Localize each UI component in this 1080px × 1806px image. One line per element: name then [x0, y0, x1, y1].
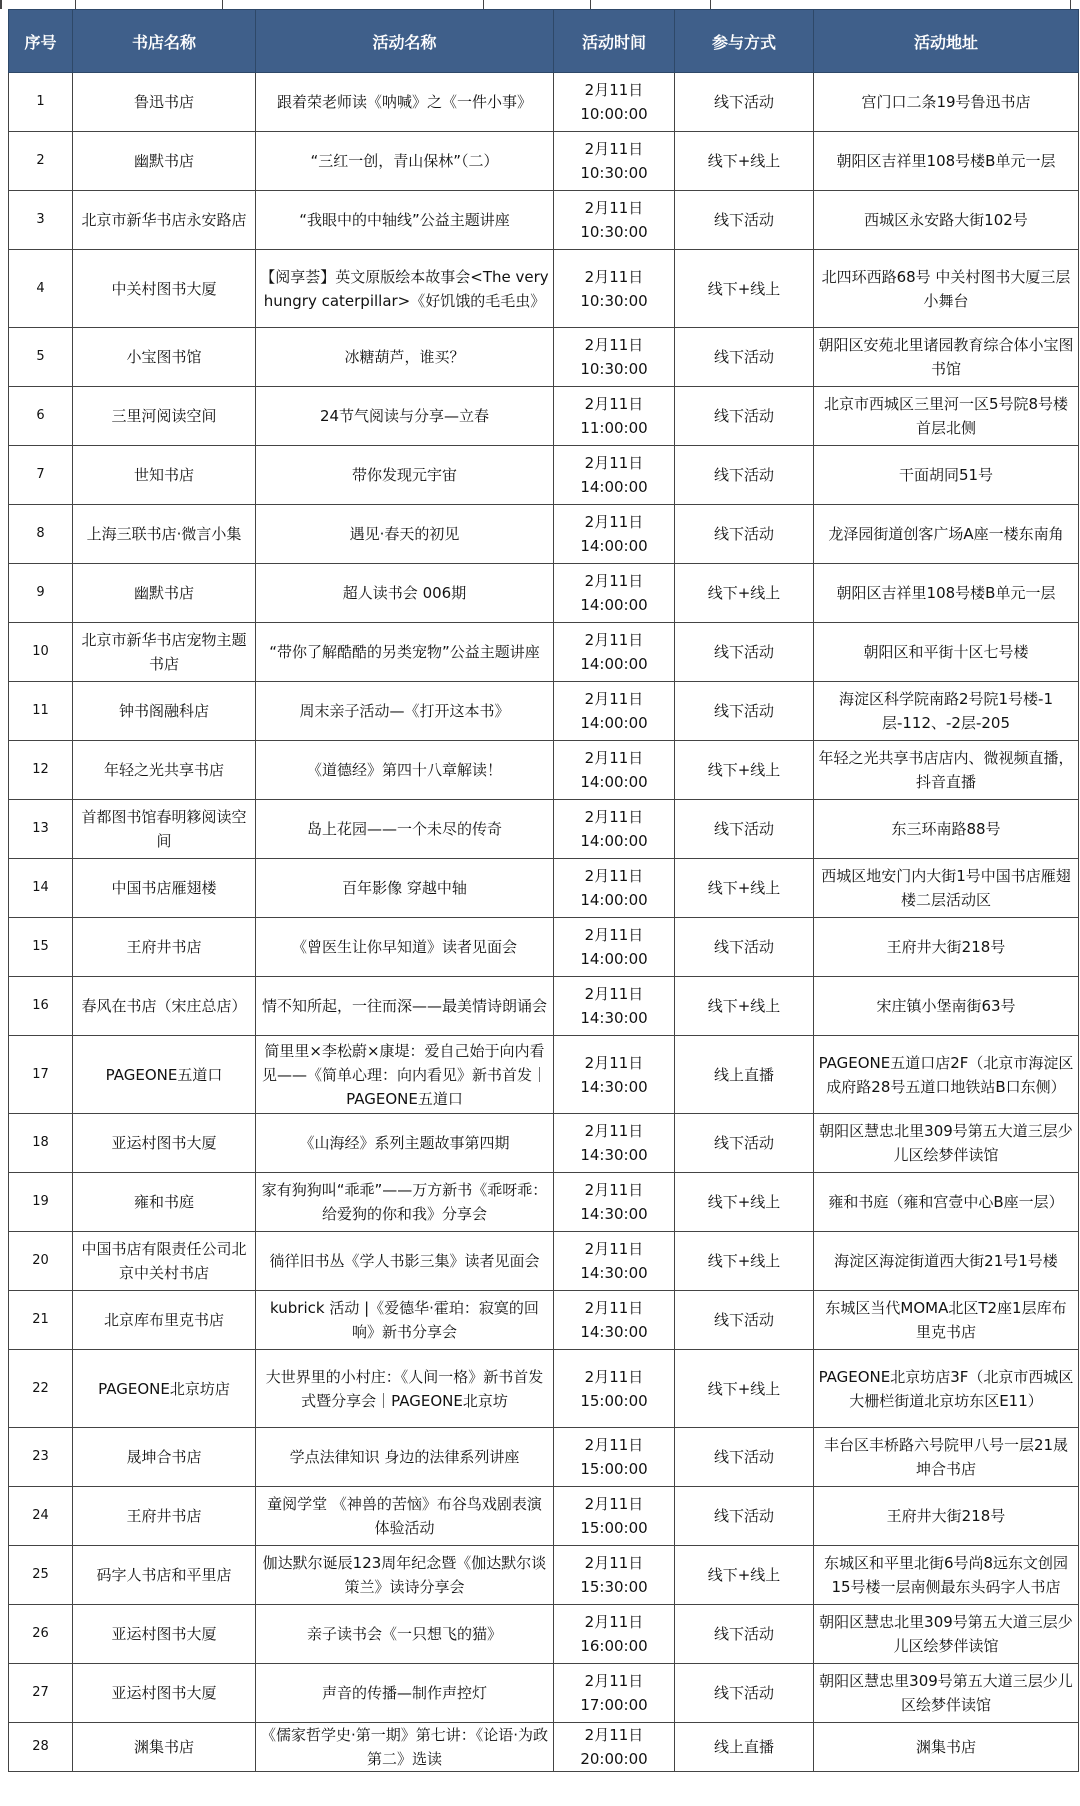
- participation-mode: 线下+线上: [675, 1232, 814, 1291]
- event-date: 2月11日: [584, 926, 644, 944]
- event-date: 2月11日: [584, 336, 644, 354]
- participation-mode: 线下活动: [675, 1487, 814, 1546]
- header-event-name: 活动名称: [256, 10, 554, 73]
- event-date: 2月11日: [584, 808, 644, 826]
- event-address: 丰台区丰桥路六号院甲八号一层21晟坤合书店: [814, 1428, 1079, 1487]
- row-number: 7: [9, 446, 73, 505]
- event-clock-time: 10:30:00: [580, 360, 648, 378]
- participation-mode: 线下+线上: [675, 1173, 814, 1232]
- event-clock-time: 10:00:00: [580, 105, 648, 123]
- event-clock-time: 20:00:00: [580, 1750, 648, 1768]
- event-time: [554, 800, 675, 859]
- event-name: 亲子读书会《一只想飞的猫》: [256, 1605, 554, 1664]
- participation-mode: 线下活动: [675, 505, 814, 564]
- event-time: [554, 1723, 675, 1772]
- store-name: 晟坤合书店: [73, 1428, 256, 1487]
- row-number: 8: [9, 505, 73, 564]
- event-time: [554, 1036, 675, 1114]
- participation-mode: 线下+线上: [675, 977, 814, 1036]
- event-address: 龙泽园街道创客广场A座一楼东南角: [814, 505, 1079, 564]
- store-name: 王府井书店: [73, 1487, 256, 1546]
- store-name: 码字人书店和平里店: [73, 1546, 256, 1605]
- event-date: 2月11日: [584, 1436, 644, 1454]
- event-date: 2月11日: [584, 1554, 644, 1572]
- event-name: 百年影像 穿越中轴: [256, 859, 554, 918]
- event-clock-time: 10:30:00: [580, 164, 648, 182]
- event-name: 周末亲子活动—《打开这本书》: [256, 682, 554, 741]
- participation-mode: 线上直播: [675, 1723, 814, 1772]
- participation-mode: 线下活动: [675, 1291, 814, 1350]
- table-row: [9, 505, 1079, 564]
- store-name: 北京市新华书店永安路店: [73, 191, 256, 250]
- store-name: 年轻之光共享书店: [73, 741, 256, 800]
- event-name: 24节气阅读与分享—立春: [256, 387, 554, 446]
- participation-mode: 线下+线上: [675, 132, 814, 191]
- row-number: 11: [9, 682, 73, 741]
- row-number: 21: [9, 1291, 73, 1350]
- table-row: [9, 387, 1079, 446]
- participation-mode: 线下+线上: [675, 1350, 814, 1428]
- participation-mode: 线下+线上: [675, 564, 814, 623]
- store-name: 幽默书店: [73, 564, 256, 623]
- event-name: 《儒家哲学史·第一期》第七讲：《论语·为政第二》选读: [256, 1723, 554, 1772]
- event-name: 《曾医生让你早知道》读者见面会: [256, 918, 554, 977]
- event-time: [554, 977, 675, 1036]
- event-clock-time: 11:00:00: [580, 419, 648, 437]
- event-name: 情不知所起，一往而深——最美情诗朗诵会: [256, 977, 554, 1036]
- table-row: [9, 446, 1079, 505]
- event-address: 朝阳区安苑北里诸园教育综合体小宝图书馆: [814, 328, 1079, 387]
- event-name: kubrick 活动 |《爱德华·霍珀：寂寞的回响》新书分享会: [256, 1291, 554, 1350]
- event-clock-time: 14:00:00: [580, 714, 648, 732]
- event-time: [554, 1546, 675, 1605]
- table-row: [9, 1173, 1079, 1232]
- table-row: [9, 1546, 1079, 1605]
- event-date: 2月11日: [584, 749, 644, 767]
- store-name: 钟书阁融科店: [73, 682, 256, 741]
- event-address: 北四环西路68号 中关村图书大厦三层小舞台: [814, 250, 1079, 328]
- table-row: [9, 328, 1079, 387]
- store-name: 上海三联书店·微言小集: [73, 505, 256, 564]
- event-clock-time: 14:30:00: [580, 1077, 648, 1096]
- store-name: 鲁迅书店: [73, 73, 256, 132]
- event-address: PAGEONE五道口店2F（北京市海淀区成府路28号五道口地铁站B口东侧）: [814, 1036, 1079, 1114]
- event-date: 2月11日: [584, 140, 644, 158]
- event-clock-time: 14:00:00: [580, 478, 648, 496]
- event-clock-time: 14:00:00: [580, 773, 648, 791]
- event-time: [554, 446, 675, 505]
- event-address: 朝阳区慧忠里309号第五大道三层少儿区绘梦伴读馆: [814, 1664, 1079, 1723]
- participation-mode: 线下+线上: [675, 741, 814, 800]
- store-name: PAGEONE五道口: [73, 1036, 256, 1114]
- event-address: 朝阳区和平街十区七号楼: [814, 623, 1079, 682]
- event-date: 2月11日: [584, 81, 644, 99]
- table-row: [9, 1114, 1079, 1173]
- table-row: [9, 1232, 1079, 1291]
- row-number: 18: [9, 1114, 73, 1173]
- event-date: 2月11日: [584, 690, 644, 708]
- row-number: 22: [9, 1350, 73, 1428]
- event-name: 家有狗狗叫“乖乖”——万方新书《乖呀乖：给爱狗的你和我》分享会: [256, 1173, 554, 1232]
- event-date: 2月11日: [584, 454, 644, 472]
- event-time: [554, 191, 675, 250]
- table-row: [9, 1428, 1079, 1487]
- row-number: 5: [9, 328, 73, 387]
- event-name: 岛上花园——一个未尽的传奇: [256, 800, 554, 859]
- row-number: 12: [9, 741, 73, 800]
- event-date: 2月11日: [584, 572, 644, 590]
- event-date: 2月11日: [584, 1181, 644, 1199]
- event-address: 干面胡同51号: [814, 446, 1079, 505]
- participation-mode: 线下活动: [675, 387, 814, 446]
- event-address: 渊集书店: [814, 1723, 1079, 1772]
- participation-mode: 线上直播: [675, 1036, 814, 1114]
- table-row: [9, 859, 1079, 918]
- event-time: [554, 918, 675, 977]
- event-name: 徜徉旧书丛《学人书影三集》读者见面会: [256, 1232, 554, 1291]
- table-row: [9, 1605, 1079, 1664]
- event-date: 2月11日: [584, 1240, 644, 1258]
- event-clock-time: 17:00:00: [580, 1696, 648, 1714]
- event-date: 2月11日: [584, 1613, 644, 1631]
- store-name: 王府井书店: [73, 918, 256, 977]
- header-event-time: 活动时间: [554, 10, 675, 73]
- header-address: 活动地址: [814, 10, 1079, 73]
- row-number: 19: [9, 1173, 73, 1232]
- participation-mode: 线下活动: [675, 1428, 814, 1487]
- event-date: 2月11日: [584, 1053, 644, 1072]
- table-row: [9, 1487, 1079, 1546]
- event-date: 2月11日: [584, 395, 644, 413]
- header-participation: 参与方式: [675, 10, 814, 73]
- event-address: 北京市西城区三里河一区5号院8号楼首层北侧: [814, 387, 1079, 446]
- event-name: 《道德经》第四十八章解读！: [256, 741, 554, 800]
- row-number: 13: [9, 800, 73, 859]
- event-clock-time: 14:00:00: [580, 655, 648, 673]
- participation-mode: 线下活动: [675, 1664, 814, 1723]
- row-number: 24: [9, 1487, 73, 1546]
- row-number: 28: [9, 1723, 73, 1772]
- event-address: 雍和书庭（雍和宫壹中心B座一层）: [814, 1173, 1079, 1232]
- event-clock-time: 14:00:00: [580, 537, 648, 555]
- event-address: 海淀区科学院南路2号院1号楼-1层-112、-2层-205: [814, 682, 1079, 741]
- event-clock-time: 14:00:00: [580, 596, 648, 614]
- event-clock-time: 14:00:00: [580, 950, 648, 968]
- event-clock-time: 10:30:00: [580, 291, 648, 310]
- event-name: 伽达默尔诞辰123周年纪念暨《伽达默尔谈策兰》读诗分享会: [256, 1546, 554, 1605]
- store-name: 北京库布里克书店: [73, 1291, 256, 1350]
- row-number: 27: [9, 1664, 73, 1723]
- participation-mode: 线下活动: [675, 328, 814, 387]
- participation-mode: 线下活动: [675, 682, 814, 741]
- store-name: 中国书店有限责任公司北京中关村书店: [73, 1232, 256, 1291]
- table-row: [9, 1664, 1079, 1723]
- participation-mode: 线下+线上: [675, 1546, 814, 1605]
- table-row: [9, 1350, 1079, 1428]
- store-name: 三里河阅读空间: [73, 387, 256, 446]
- header-store-name: 书店名称: [73, 10, 256, 73]
- row-number: 14: [9, 859, 73, 918]
- participation-mode: 线下活动: [675, 1605, 814, 1664]
- event-address: 东城区当代MOMA北区T2座1层库布里克书店: [814, 1291, 1079, 1350]
- table-header: [9, 10, 1079, 73]
- participation-mode: 线下活动: [675, 623, 814, 682]
- event-name: “我眼中的中轴线”公益主题讲座: [256, 191, 554, 250]
- participation-mode: 线下活动: [675, 73, 814, 132]
- event-address: 王府井大街218号: [814, 918, 1079, 977]
- row-number: 4: [9, 250, 73, 328]
- store-name: 世知书店: [73, 446, 256, 505]
- table-row: [9, 1723, 1079, 1772]
- event-name: 学点法律知识 身边的法律系列讲座: [256, 1428, 554, 1487]
- event-name: 跟着荣老师读《呐喊》之《一件小事》: [256, 73, 554, 132]
- table-row: [9, 191, 1079, 250]
- participation-mode: 线下活动: [675, 800, 814, 859]
- event-date: 2月11日: [584, 1122, 644, 1140]
- table-body: [9, 73, 1079, 1772]
- event-date: 2月11日: [584, 985, 644, 1003]
- table-row: [9, 977, 1079, 1036]
- store-name: 幽默书店: [73, 132, 256, 191]
- event-clock-time: 14:00:00: [580, 891, 648, 909]
- table-row: [9, 800, 1079, 859]
- event-name: 超人读书会 006期: [256, 564, 554, 623]
- event-clock-time: 15:00:00: [580, 1391, 648, 1410]
- event-name: 大世界里的小村庄：《人间一格》新书首发式暨分享会｜PAGEONE北京坊: [256, 1350, 554, 1428]
- event-time: [554, 623, 675, 682]
- event-name: 童阅学堂 《神兽的苦恼》布谷鸟戏剧表演体验活动: [256, 1487, 554, 1546]
- event-time: [554, 1428, 675, 1487]
- event-address: 海淀区海淀街道西大街21号1号楼: [814, 1232, 1079, 1291]
- table-row: [9, 623, 1079, 682]
- store-name: 亚运村图书大厦: [73, 1605, 256, 1664]
- store-name: 首都图书馆春明簃阅读空间: [73, 800, 256, 859]
- event-address: 朝阳区慧忠北里309号第五大道三层少儿区绘梦伴读馆: [814, 1605, 1079, 1664]
- participation-mode: 线下活动: [675, 191, 814, 250]
- table-row: [9, 1291, 1079, 1350]
- row-number: 16: [9, 977, 73, 1036]
- store-name: 中关村图书大厦: [73, 250, 256, 328]
- event-time: [554, 250, 675, 328]
- row-number: 6: [9, 387, 73, 446]
- event-address: 朝阳区慧忠北里309号第五大道三层少儿区绘梦伴读馆: [814, 1114, 1079, 1173]
- event-clock-time: 10:30:00: [580, 223, 648, 241]
- event-time: [554, 741, 675, 800]
- event-clock-time: 14:30:00: [580, 1146, 648, 1164]
- event-name: “带你了解酷酷的另类宠物”公益主题讲座: [256, 623, 554, 682]
- event-name: 《山海经》系列主题故事第四期: [256, 1114, 554, 1173]
- event-date: 2月11日: [584, 1299, 644, 1317]
- table-row: [9, 1036, 1079, 1114]
- event-date: 2月11日: [584, 867, 644, 885]
- store-name: 中国书店雁翅楼: [73, 859, 256, 918]
- table-row: [9, 250, 1079, 328]
- event-address: 东三环南路88号: [814, 800, 1079, 859]
- event-clock-time: 16:00:00: [580, 1637, 648, 1655]
- event-address: PAGEONE北京坊店3F（北京市西城区大栅栏街道北京坊东区E11）: [814, 1350, 1079, 1428]
- store-name: 春风在书店（宋庄总店）: [73, 977, 256, 1036]
- event-time: [554, 132, 675, 191]
- event-address: 东城区和平里北街6号尚8远东文创园15号楼一层南侧最东头码字人书店: [814, 1546, 1079, 1605]
- event-clock-time: 15:00:00: [580, 1519, 648, 1537]
- store-name: 雍和书庭: [73, 1173, 256, 1232]
- row-number: 20: [9, 1232, 73, 1291]
- event-clock-time: 14:30:00: [580, 1205, 648, 1223]
- table-row: [9, 73, 1079, 132]
- store-name: 渊集书店: [73, 1723, 256, 1772]
- table-row: [9, 132, 1079, 191]
- event-clock-time: 14:30:00: [580, 1264, 648, 1282]
- event-time: [554, 1114, 675, 1173]
- event-name: 遇见·春天的初见: [256, 505, 554, 564]
- event-time: [554, 1232, 675, 1291]
- row-number: 26: [9, 1605, 73, 1664]
- event-address: 西城区地安门内大街1号中国书店雁翅楼二层活动区: [814, 859, 1079, 918]
- event-time: [554, 859, 675, 918]
- row-number: 15: [9, 918, 73, 977]
- event-time: [554, 505, 675, 564]
- store-name: PAGEONE北京坊店: [73, 1350, 256, 1428]
- participation-mode: 线下+线上: [675, 250, 814, 328]
- event-time: [554, 73, 675, 132]
- event-name: 声音的传播—制作声控灯: [256, 1664, 554, 1723]
- store-name: 小宝图书馆: [73, 328, 256, 387]
- event-time: [554, 1487, 675, 1546]
- activity-table: [8, 9, 1079, 1772]
- row-number: 25: [9, 1546, 73, 1605]
- store-name: 北京市新华书店宠物主题书店: [73, 623, 256, 682]
- event-address: 朝阳区吉祥里108号楼B单元一层: [814, 564, 1079, 623]
- event-time: [554, 1291, 675, 1350]
- row-number: 9: [9, 564, 73, 623]
- participation-mode: 线下活动: [675, 1114, 814, 1173]
- event-date: 2月11日: [584, 1367, 644, 1386]
- event-time: [554, 1350, 675, 1428]
- row-number: 1: [9, 73, 73, 132]
- event-date: 2月11日: [584, 267, 644, 286]
- event-address: 宫门口二条19号鲁迅书店: [814, 73, 1079, 132]
- table-row: [9, 564, 1079, 623]
- event-clock-time: 14:30:00: [580, 1323, 648, 1341]
- event-time: [554, 1605, 675, 1664]
- event-clock-time: 15:30:00: [580, 1578, 648, 1596]
- table-row: [9, 918, 1079, 977]
- table-row: [9, 741, 1079, 800]
- row-number: 17: [9, 1036, 73, 1114]
- event-clock-time: 14:30:00: [580, 1009, 648, 1027]
- event-date: 2月11日: [584, 1495, 644, 1513]
- participation-mode: 线下活动: [675, 446, 814, 505]
- event-time: [554, 1664, 675, 1723]
- event-address: 年轻之光共享书店店内、微视频直播，抖音直播: [814, 741, 1079, 800]
- participation-mode: 线下+线上: [675, 859, 814, 918]
- event-name: 简里里×李松蔚×康堤：爱自己始于向内看见——《简单心理：向内看见》新书首发｜PAGEONE五道口: [256, 1036, 554, 1114]
- event-name: 冰糖葫芦，谁买？: [256, 328, 554, 387]
- event-clock-time: 15:00:00: [580, 1460, 648, 1478]
- event-address: 王府井大街218号: [814, 1487, 1079, 1546]
- event-date: 2月11日: [584, 1672, 644, 1690]
- event-date: 2月11日: [584, 199, 644, 217]
- table-row: [9, 682, 1079, 741]
- header-number: 序号: [9, 10, 73, 73]
- event-address: 西城区永安路大街102号: [814, 191, 1079, 250]
- row-number: 23: [9, 1428, 73, 1487]
- row-number: 10: [9, 623, 73, 682]
- event-date: 2月11日: [584, 513, 644, 531]
- event-time: [554, 328, 675, 387]
- event-name: “三红一创，青山保林”（二）: [256, 132, 554, 191]
- event-date: 2月11日: [584, 631, 644, 649]
- store-name: 亚运村图书大厦: [73, 1664, 256, 1723]
- event-date: 2月11日: [584, 1726, 644, 1744]
- event-clock-time: 14:00:00: [580, 832, 648, 850]
- row-number: 2: [9, 132, 73, 191]
- event-address: 朝阳区吉祥里108号楼B单元一层: [814, 132, 1079, 191]
- store-name: 亚运村图书大厦: [73, 1114, 256, 1173]
- event-name: 带你发现元宇宙: [256, 446, 554, 505]
- event-time: [554, 1173, 675, 1232]
- row-number: 3: [9, 191, 73, 250]
- event-time: [554, 387, 675, 446]
- event-time: [554, 682, 675, 741]
- event-name: 【阅享荟】英文原版绘本故事会<The very hungry caterpillar>《好饥饿的毛毛虫》: [256, 250, 554, 328]
- table-top-edge: [0, 0, 1080, 9]
- participation-mode: 线下活动: [675, 918, 814, 977]
- event-time: [554, 564, 675, 623]
- event-address: 宋庄镇小堡南街63号: [814, 977, 1079, 1036]
